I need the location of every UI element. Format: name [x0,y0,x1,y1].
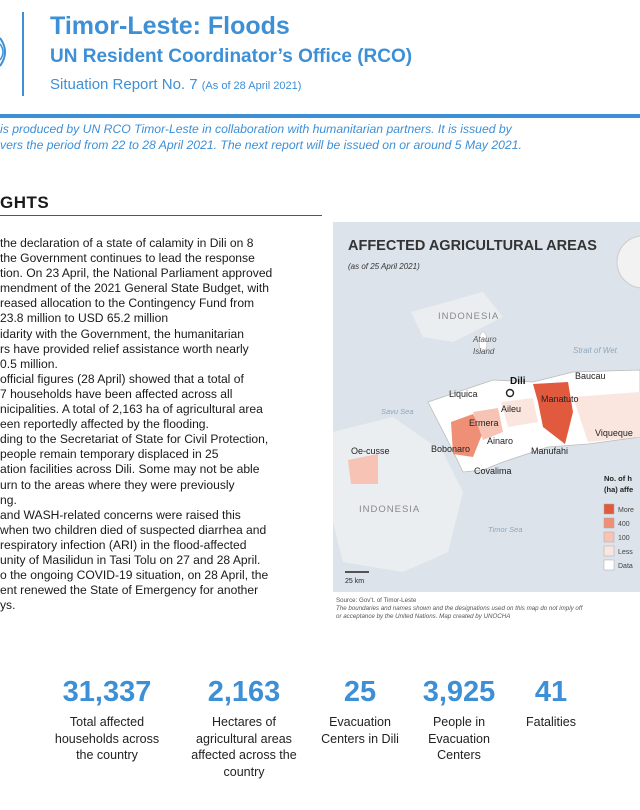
header-divider [22,12,24,96]
highlight-line: tion. On 23 April, the National Parliament approved [0,266,273,281]
label-indonesia-bottom: INDONESIA [359,504,421,515]
report-date: (As of 28 April 2021) [201,80,302,92]
legend-label: Data [618,563,633,570]
report-number [50,76,301,93]
label-oecusse: Oe-cusse [351,446,390,456]
dili-capital-icon [507,390,514,397]
highlight-line: ding to the Secretariat of State for Civil Protection, [0,432,269,447]
label-strait: Strait of Wet [573,346,617,355]
label-viqueque: Viqueque [595,428,633,438]
map-disclaimer: The boundaries and names shown and the designations used on this map do not imply off [336,605,583,612]
report-subtitle: UN Resident Coordinator’s Office (RCO) [50,46,413,67]
landmass [333,417,463,572]
label-ermera: Ermera [469,418,499,428]
label-island: Island [473,347,495,356]
label-covalima: Covalima [474,466,512,476]
highlight-line: ent renewed the State of Emergency for another [0,583,259,598]
report-title: Timor-Leste: Floods [50,12,290,40]
intro-paragraph [0,121,640,153]
highlight-line: een reportedly affected by the flooding. [0,417,209,432]
map-disclaimer-2: or acceptance by the United Nations. Map created by UNOCHA [336,613,511,620]
stat-label: People in Evacuation Centers [428,715,490,762]
stat-label: Fatalities [525,715,577,729]
label-savu-sea: Savu Sea [381,407,414,416]
legend-swatch [604,504,614,514]
inset-globe-icon [617,236,640,288]
map-source: Source: Gov't. of Timor-Leste [336,597,417,604]
stat-evacuation-centers [320,676,400,747]
highlight-line: 23.8 million to USD 65.2 million [0,311,169,326]
highlight-line: people remain temporary displaced in 25 [0,447,219,462]
label-baucau: Baucau [575,371,606,381]
legend-label: More [618,507,634,514]
highlight-line: when two children died of suspected diarrhea and [0,522,267,537]
highlight-line: ng. [0,492,17,507]
label-liquica: Liquica [449,389,478,399]
stat-value: 41 [534,676,568,708]
label-timor-sea: Timor Sea [488,525,523,534]
highlight-line: unity of Masilidun in Tasi Tolu on 27 and 28 April. [0,552,261,567]
scale-label: 25 km [345,578,365,585]
stat-value: 2,163 [207,676,281,708]
stat-value: 3,925 [422,676,496,708]
stat-label: Total affected households across the country [54,715,160,762]
highlight-line: ys. [0,598,16,613]
affected-areas-map [333,222,640,592]
highlight-line: ation facilities across Dili. Some may not be able [0,462,260,477]
highlight-line: official figures (28 April) showed that a total of [0,371,244,386]
un-logo-icon [0,8,14,96]
legend-label: Less [618,549,633,556]
label-ainaro: Ainaro [487,436,514,446]
stat-people-evacuated [412,676,506,764]
highlights-list [0,236,322,613]
highlight-line: nicipalities. A total of 2,163 ha of agricultural area [0,402,263,417]
stat-fatalities [518,676,584,731]
highlight-line: 0.5 million. [0,356,58,371]
label-dili: Dili [510,376,526,387]
highlight-line: reased allocation to the Contingency Fund from [0,296,255,311]
stat-label: Evacuation Centers in Dili [321,715,399,746]
legend-label: 100 [618,535,630,542]
highlight-line: respiratory infection (ARI) in the flood-affected [0,537,247,552]
stat-value: 31,337 [62,676,152,708]
label-indonesia-top: INDONESIA [438,311,500,322]
map-date: (as of 25 April 2021) [348,262,420,271]
legend-swatch [604,532,614,542]
legend-swatch [604,560,614,570]
map-svg [333,222,640,592]
map-caption [336,597,640,621]
legend-title: No. of h [604,474,632,483]
highlight-line: the declaration of a state of calamity in Dili on 8 [0,236,254,250]
legend-label: 400 [618,521,630,528]
highlight-line: o the ongoing COVID-19 situation, on 28 April, the [0,568,269,583]
legend-swatch [604,546,614,556]
header-rule [0,114,640,118]
stat-label: Hectares of agricultural areas affected across the country [191,715,297,779]
label-atauro: Atauro [473,335,497,344]
highlight-line: urn to the areas where they were previously [0,477,235,492]
map-title: AFFECTED AGRICULTURAL AREAS [348,238,597,254]
legend-subtitle: (ha) affe [604,485,634,494]
highlight-line: rs have provided relief assistance worth nearly [0,341,249,356]
label-manatuto: Manatuto [541,394,579,404]
stat-agricultural-hectares [186,676,302,780]
stat-affected-households [52,676,162,764]
legend-swatch [604,518,614,528]
report-number-text: Situation Report No. 7 [50,76,198,93]
intro-line: vers the period from 22 to 28 April 2021. The next report will be issued on or around 5 May 2021. [0,138,522,152]
highlight-line: 7 households have been affected across all [0,386,233,401]
highlight-line: mendment of the 2021 General State Budget, with [0,281,269,296]
highlight-line: and WASH-related concerns were raised this [0,507,241,522]
highlights-rule [0,215,322,216]
label-bobonaro: Bobonaro [431,444,471,454]
highlight-line: idarity with the Government, the humanitarian [0,326,245,341]
legend [604,504,634,570]
highlights-heading: GHTS [0,193,50,212]
intro-line: is produced by UN RCO Timor-Leste in collaboration with humanitarian partners. It is issued by [0,122,512,136]
label-aileu: Aileu [501,404,522,414]
label-manufahi: Manufahi [531,446,569,456]
highlight-line: the Government continues to lead the response [0,251,255,266]
stat-value: 25 [343,676,377,708]
